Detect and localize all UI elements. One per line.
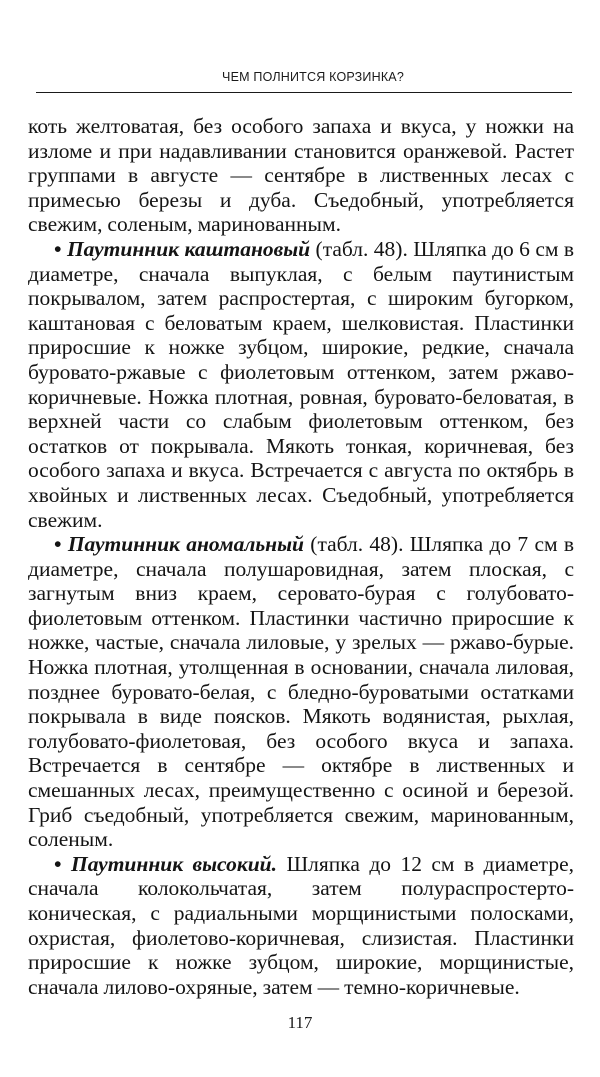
species-name: Паутинник аномальный [67,532,304,557]
bullet: • [54,532,62,557]
bullet: • [54,851,62,876]
page-number: 117 [287,1013,313,1032]
entry-paragraph [28,532,574,852]
entry-text: (табл. 48). Шляпка до 6 см в диаметре, сначала выпуклая, с белым паутинистым покрывалом, затем распростертая, с широким бугорком, каштановая с беловатым краем, шелковистая. Пластинки приросшие к ножке зубцом, широкие, редкие, сначала буровато-ржавые с фиолетовым оттенком, затем ржаво-коричневые. Ножка плотная, ровная, буровато-беловатая, в верхней части со слабым фиолетовым оттенком, без остатков от покрывала. Мякоть тонкая, коричневая, без особого запаха и вкуса. Встречается с августа по октябрь в хвойных и лиственных лесах. Съедобный, употребляется свежим. [28,236,575,532]
continuation-paragraph [28,114,574,237]
continuation-text: коть желтоватая, без особого запаха и вкуса, у ножки на изломе и при надавливании становится оранжевой. Растет группами в августе — сентябре в лиственных лесах с примесью березы и дуба. Съедобный, употребляется свежим, соленым, маринованным. [28,114,574,237]
bullet: • [54,236,62,261]
running-header [36,62,572,93]
page-body [28,114,574,999]
entry-paragraph [28,237,574,532]
entry-text: (табл. 48). Шляпка до 7 см в диаметре, сначала полушаровидная, затем плоская, с загнутым вниз краем, серовато-бурая с голубовато-фиолетовым оттенком. Пластинки частично приросшие к ножке, частые, сначала лиловые, у зрелых — ржаво-бурые. Ножка плотная, утолщенная в основании, сначала лиловая, позднее буровато-белая, с бледно-буроватыми остатками покрывала в виде поясков. Мякоть водянистая, рыхлая, голубовато-фиолетовая, без особого вкуса и запаха. Встречается в сентябре — октябре в лиственных и смешанных лесах, преимущественно с осиной и березой. Гриб съедобный, употребляется свежим, маринованным, соленым. [28,532,575,852]
species-name: Паутинник высокий. [70,851,278,876]
species-name: Паутинник каштановый [66,236,311,261]
entry-text: Шляпка до 12 см в диаметре, сначала колокольчатая, затем полураспростерто-коническая, с радиальными морщинистыми полосками, охристая, фиолетово-коричневая, слизистая. Пластинки приросшие к ножке зубцом, широкие, морщинистые, сначала лилово-охряные, затем — темно-коричневые. [28,851,575,999]
entry-paragraph [28,852,574,1000]
running-header-title: ЧЕМ ПОЛНИТСЯ КОРЗИНКА? [222,70,404,84]
